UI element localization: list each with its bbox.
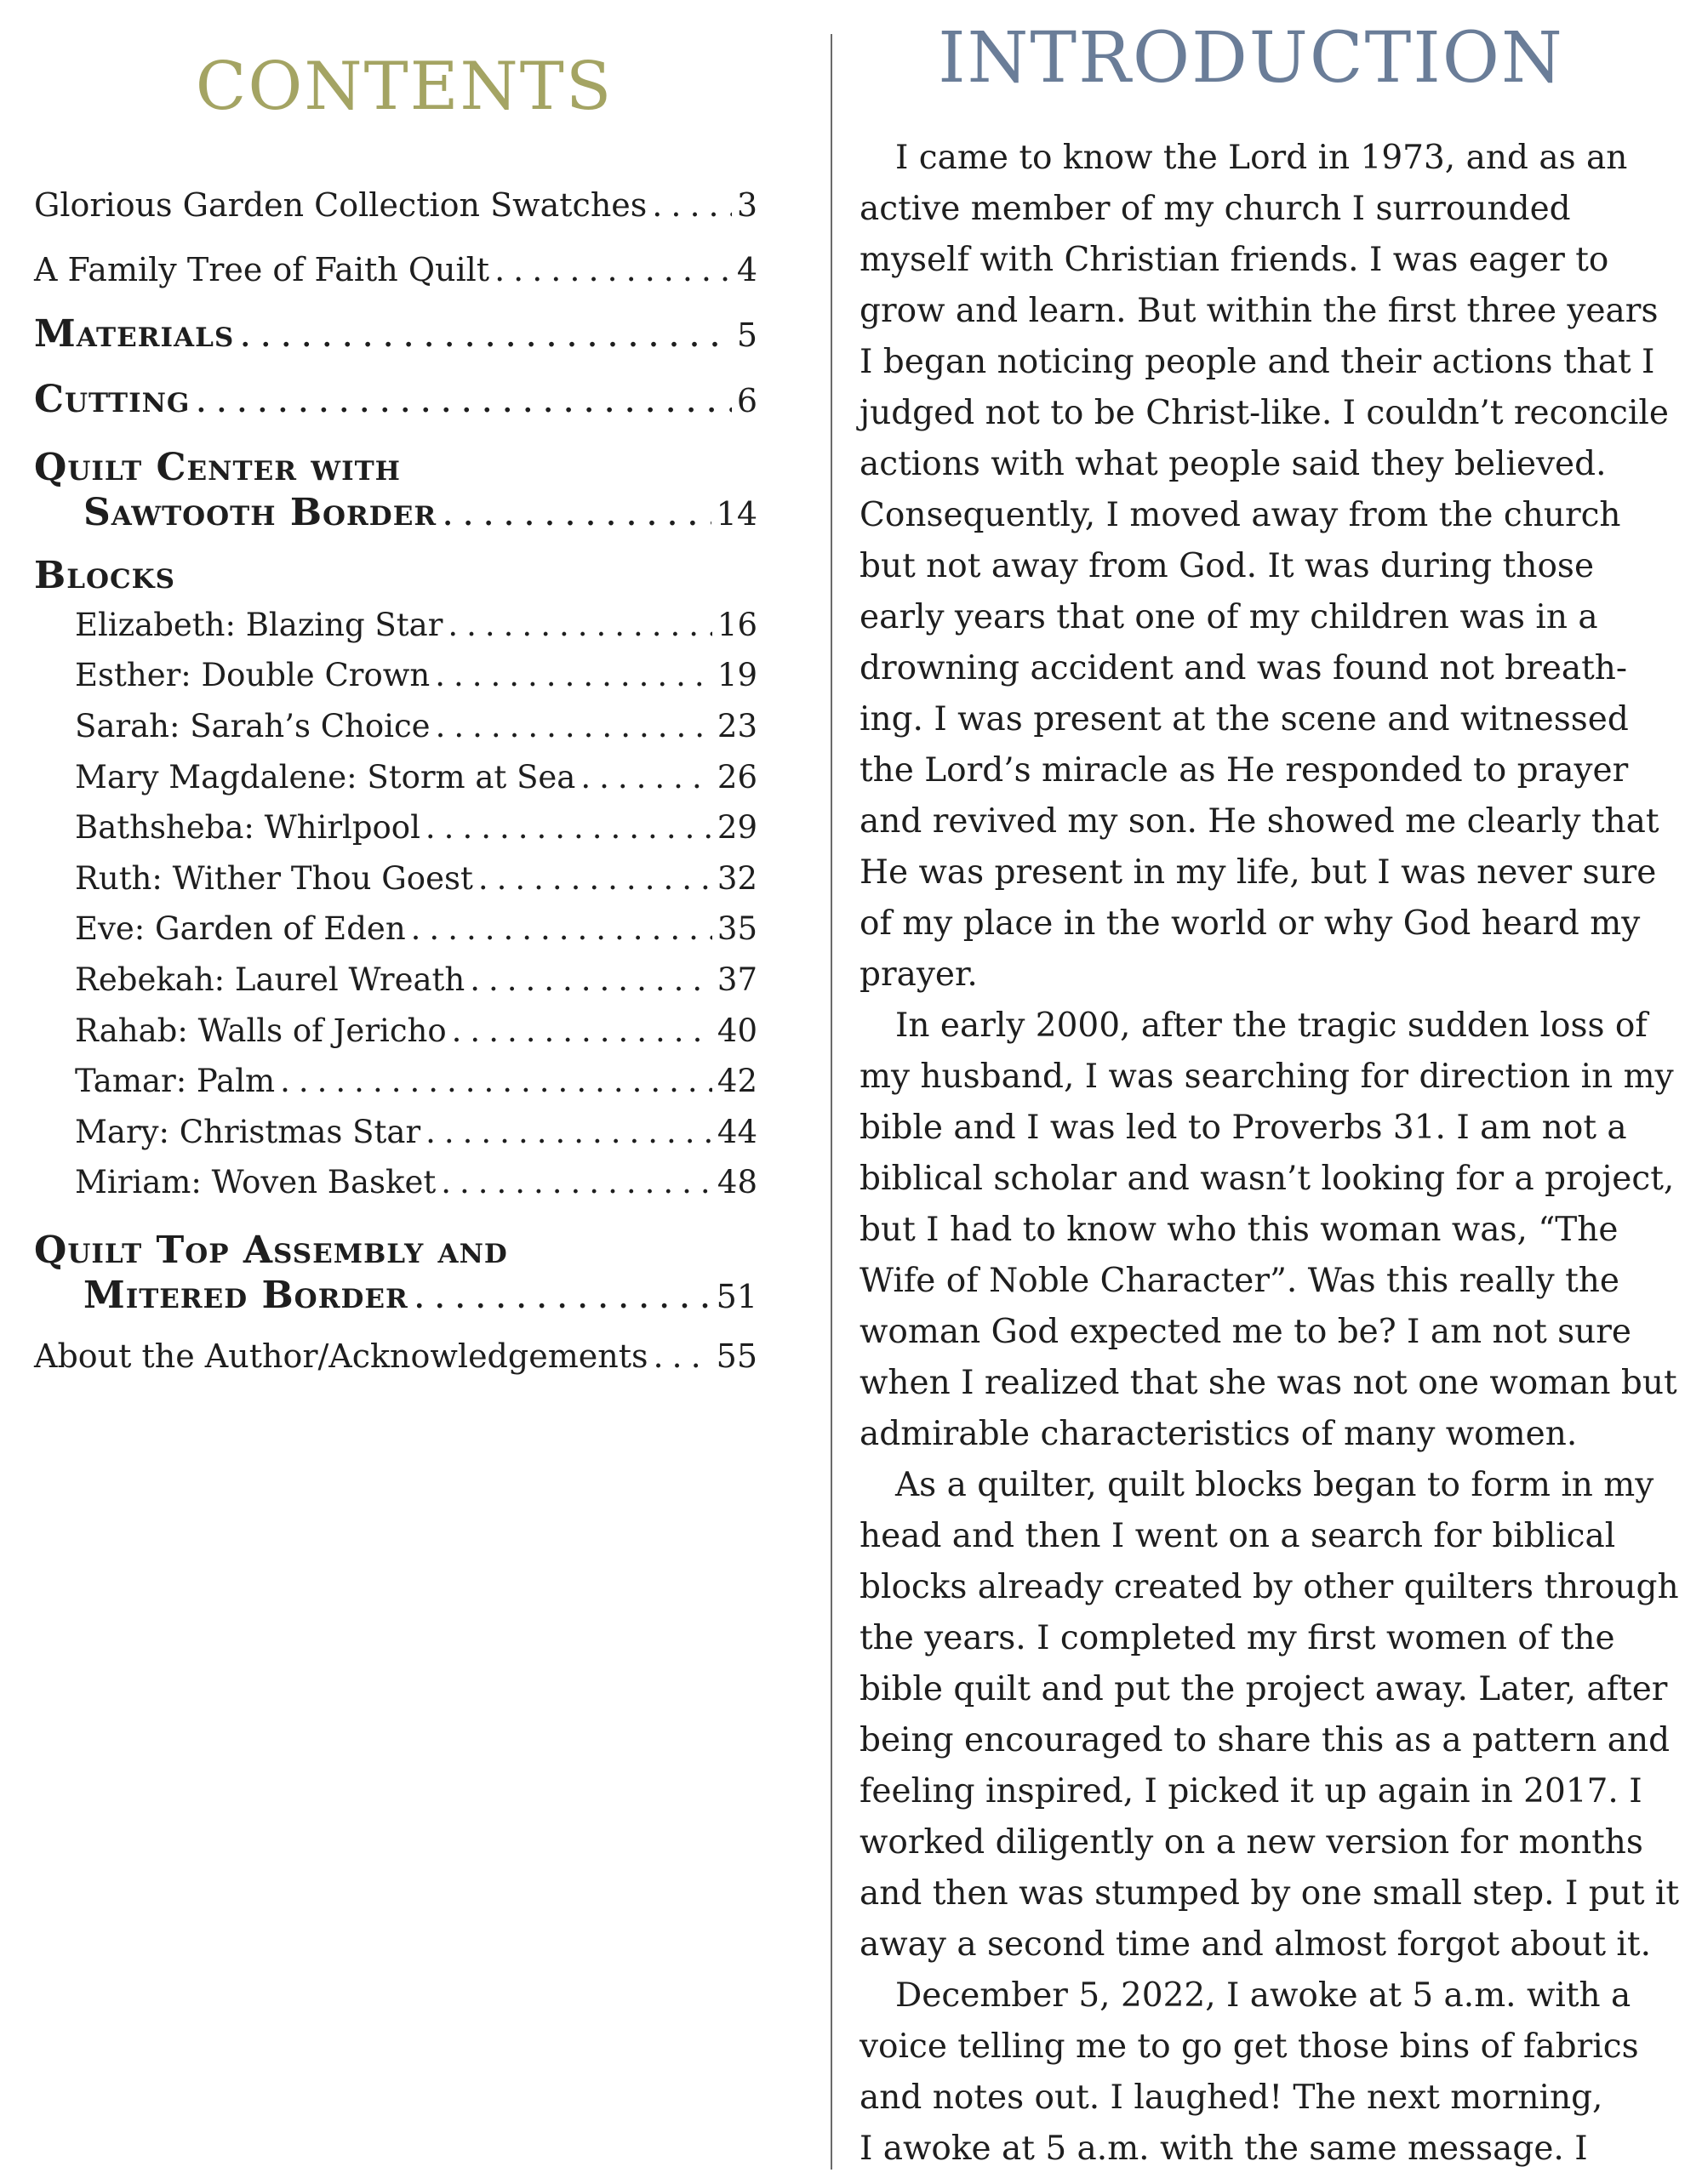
- intro-line: feeling inspired, I picked it up again in 2017. I: [860, 1772, 1642, 1811]
- toc-page: 40: [717, 1012, 757, 1049]
- intro-line: being encouraged to share this as a pattern and: [860, 1721, 1671, 1760]
- intro-line: I came to know the Lord in 1973, and as an: [895, 139, 1628, 178]
- toc-label: About the Author/Acknowledgements: [34, 1337, 648, 1375]
- intro-line: and then was stumped by one small step. I put it: [860, 1874, 1680, 1913]
- toc-label: Mitered Border: [83, 1273, 408, 1317]
- intro-line: woman God expected me to be? I am not sure: [860, 1313, 1631, 1352]
- leader-dots: [239, 313, 732, 356]
- intro-line: ing. I was present at the scene and witnessed: [860, 700, 1629, 739]
- toc-page: 5: [736, 316, 757, 354]
- introduction-title: INTRODUCTION: [938, 18, 1564, 99]
- leader-dots: [195, 379, 731, 421]
- toc-entry: [34, 248, 757, 291]
- toc-section-quilt-center: Quilt Center with: [34, 445, 401, 489]
- intro-paragraph: [860, 1460, 1680, 1970]
- toc-page: 29: [717, 809, 757, 847]
- intro-line: I awoke at 5 a.m. with the same message. I: [860, 2130, 1588, 2169]
- toc-page: 37: [717, 961, 757, 998]
- intro-line: head and then I went on a search for biblical: [860, 1517, 1616, 1556]
- toc-page: 16: [717, 606, 757, 643]
- leader-dots: [452, 1006, 712, 1057]
- toc-page: 51: [716, 1277, 757, 1315]
- leader-dots: [580, 752, 712, 803]
- toc-label: Rebekah: Laurel Wreath: [75, 961, 465, 998]
- toc-label: Bathsheba: Whirlpool: [75, 809, 420, 847]
- intro-line: bible quilt and put the project away. Later, after: [860, 1670, 1668, 1709]
- toc-page: 26: [717, 758, 757, 795]
- toc-label: Tamar: Palm: [75, 1063, 276, 1100]
- block-entry: [75, 1056, 757, 1107]
- toc-page: 35: [717, 910, 757, 948]
- toc-section-quilt-center-cont: [34, 492, 757, 535]
- toc-page: 19: [717, 657, 757, 694]
- toc-label: Elizabeth: Blazing Star: [75, 606, 443, 643]
- toc-page: 6: [736, 381, 757, 419]
- leader-dots: [653, 1335, 711, 1377]
- blocks-list: [34, 600, 757, 1208]
- intro-line: judged not to be Christ-like. I couldn’t reconcile: [860, 394, 1669, 433]
- toc-label: Materials: [34, 311, 235, 356]
- contents-title: CONTENTS: [195, 48, 614, 125]
- intro-line: biblical scholar and wasn’t looking for a project,: [860, 1160, 1675, 1199]
- toc-section-cutting: [34, 379, 757, 422]
- leader-dots: [435, 650, 712, 701]
- toc-label: Eve: Garden of Eden: [75, 910, 406, 948]
- intro-line: In early 2000, after the tragic sudden loss of: [895, 1006, 1648, 1046]
- introduction-section: [860, 17, 1680, 2175]
- intro-line: away a second time and almost forgot about it.: [860, 1925, 1651, 1964]
- block-entry: [75, 1006, 757, 1057]
- leader-dots: [411, 904, 712, 955]
- intro-line: when I realized that she was not one woman but: [860, 1364, 1677, 1403]
- intro-line: blocks already created by other quilters through: [860, 1568, 1679, 1607]
- intro-paragraph: [860, 1970, 1642, 2175]
- intro-line: worked diligently on a new version for months: [860, 1823, 1643, 1862]
- toc-page: 32: [717, 859, 757, 897]
- toc-page: 4: [736, 250, 757, 288]
- intro-line: actions with what people said they believed.: [860, 445, 1607, 484]
- toc-label: Mary: Christmas Star: [75, 1113, 421, 1150]
- leader-dots: [414, 1274, 711, 1317]
- toc-label: A Family Tree of Faith Quilt: [34, 250, 490, 288]
- intro-line: admirable characteristics of many women.: [860, 1415, 1578, 1454]
- leader-dots: [436, 701, 712, 752]
- toc-label: Sawtooth Border: [83, 490, 437, 534]
- intro-line: bible and I was led to Proverbs 31. I am not a: [860, 1109, 1627, 1148]
- leader-dots: [494, 248, 732, 291]
- intro-line: I began noticing people and their actions that I: [860, 343, 1655, 382]
- intro-line: myself with Christian friends. I was eager to: [860, 241, 1609, 280]
- intro-line: voice telling me to go get those bins of fabrics: [860, 2027, 1639, 2067]
- leader-dots: [652, 184, 732, 226]
- leader-dots: [448, 600, 712, 651]
- toc-label: Sarah: Sarah’s Choice: [75, 707, 431, 744]
- block-entry: [75, 650, 757, 701]
- block-entry: [75, 600, 757, 651]
- intro-line: my husband, I was searching for direction in my: [860, 1058, 1674, 1097]
- introduction-body: [860, 133, 1680, 2175]
- toc-page: 44: [717, 1113, 757, 1150]
- leader-dots: [280, 1056, 712, 1107]
- block-entry: [75, 802, 757, 853]
- intro-line: and notes out. I laughed! The next morning,: [860, 2079, 1603, 2118]
- block-entry: [75, 955, 757, 1006]
- intro-line: the years. I completed my first women of the: [860, 1619, 1615, 1658]
- leader-dots: [442, 492, 711, 534]
- intro-line: drowning accident and was found not breath-: [860, 649, 1628, 688]
- intro-line: December 5, 2022, I awoke at 5 a.m. with a: [895, 1976, 1631, 2016]
- toc-section-blocks: Blocks: [34, 553, 175, 597]
- block-entry: [75, 853, 757, 904]
- intro-line: and revived my son. He showed me clearly that: [860, 802, 1659, 841]
- intro-line: the Lord’s miracle as He responded to prayer: [860, 751, 1629, 790]
- intro-line: prayer.: [860, 955, 978, 995]
- intro-line: of my place in the world or why God heard my: [860, 904, 1641, 944]
- block-entry: [75, 904, 757, 955]
- leader-dots: [426, 1107, 712, 1158]
- intro-line: Consequently, I moved away from the church: [860, 496, 1621, 535]
- intro-paragraph: [860, 133, 1669, 1001]
- block-entry: [75, 701, 757, 752]
- toc-page: 23: [717, 707, 757, 744]
- toc-entry-about: [34, 1335, 757, 1377]
- intro-line: grow and learn. But within the first three years: [860, 292, 1659, 331]
- toc-page: 14: [716, 494, 757, 533]
- block-entry: [75, 752, 757, 803]
- toc-label: Esther: Double Crown: [75, 657, 431, 694]
- toc-label: Ruth: Wither Thou Goest: [75, 859, 473, 897]
- column-divider: [831, 34, 832, 2170]
- block-entry: [75, 1157, 757, 1208]
- toc-page: 42: [717, 1063, 757, 1100]
- intro-line: He was present in my life, but I was never sure: [860, 853, 1657, 892]
- toc-label: Rahab: Walls of Jericho: [75, 1012, 447, 1049]
- toc-section-materials: [34, 313, 757, 356]
- intro-line: Wife of Noble Character”. Was this really the: [860, 1262, 1619, 1301]
- intro-line: As a quilter, quilt blocks began to form in my: [895, 1466, 1654, 1505]
- toc-entry: [34, 184, 757, 226]
- block-entry: [75, 1107, 757, 1158]
- toc-label: Cutting: [34, 377, 191, 421]
- leader-dots: [470, 955, 712, 1006]
- toc-label: Glorious Garden Collection Swatches: [34, 185, 648, 224]
- toc-page: 48: [717, 1164, 757, 1201]
- intro-line: early years that one of my children was in a: [860, 598, 1598, 637]
- leader-dots: [441, 1157, 712, 1208]
- intro-line: but I had to know who this woman was, “The: [860, 1211, 1619, 1250]
- intro-line: active member of my church I surrounded: [860, 190, 1571, 229]
- toc-label: Mary Magdalene: Storm at Sea: [75, 758, 576, 795]
- leader-dots: [478, 853, 712, 904]
- toc-section-assembly-cont: [34, 1274, 757, 1318]
- toc-section-assembly: Quilt Top Assembly and: [34, 1228, 508, 1272]
- toc-label: Miriam: Woven Basket: [75, 1164, 437, 1201]
- toc-page: 55: [716, 1337, 757, 1375]
- toc-page: 3: [736, 185, 757, 224]
- leader-dots: [426, 802, 712, 853]
- intro-line: but not away from God. It was during those: [860, 547, 1595, 586]
- intro-paragraph: [860, 1001, 1677, 1460]
- contents-section: [34, 48, 757, 1400]
